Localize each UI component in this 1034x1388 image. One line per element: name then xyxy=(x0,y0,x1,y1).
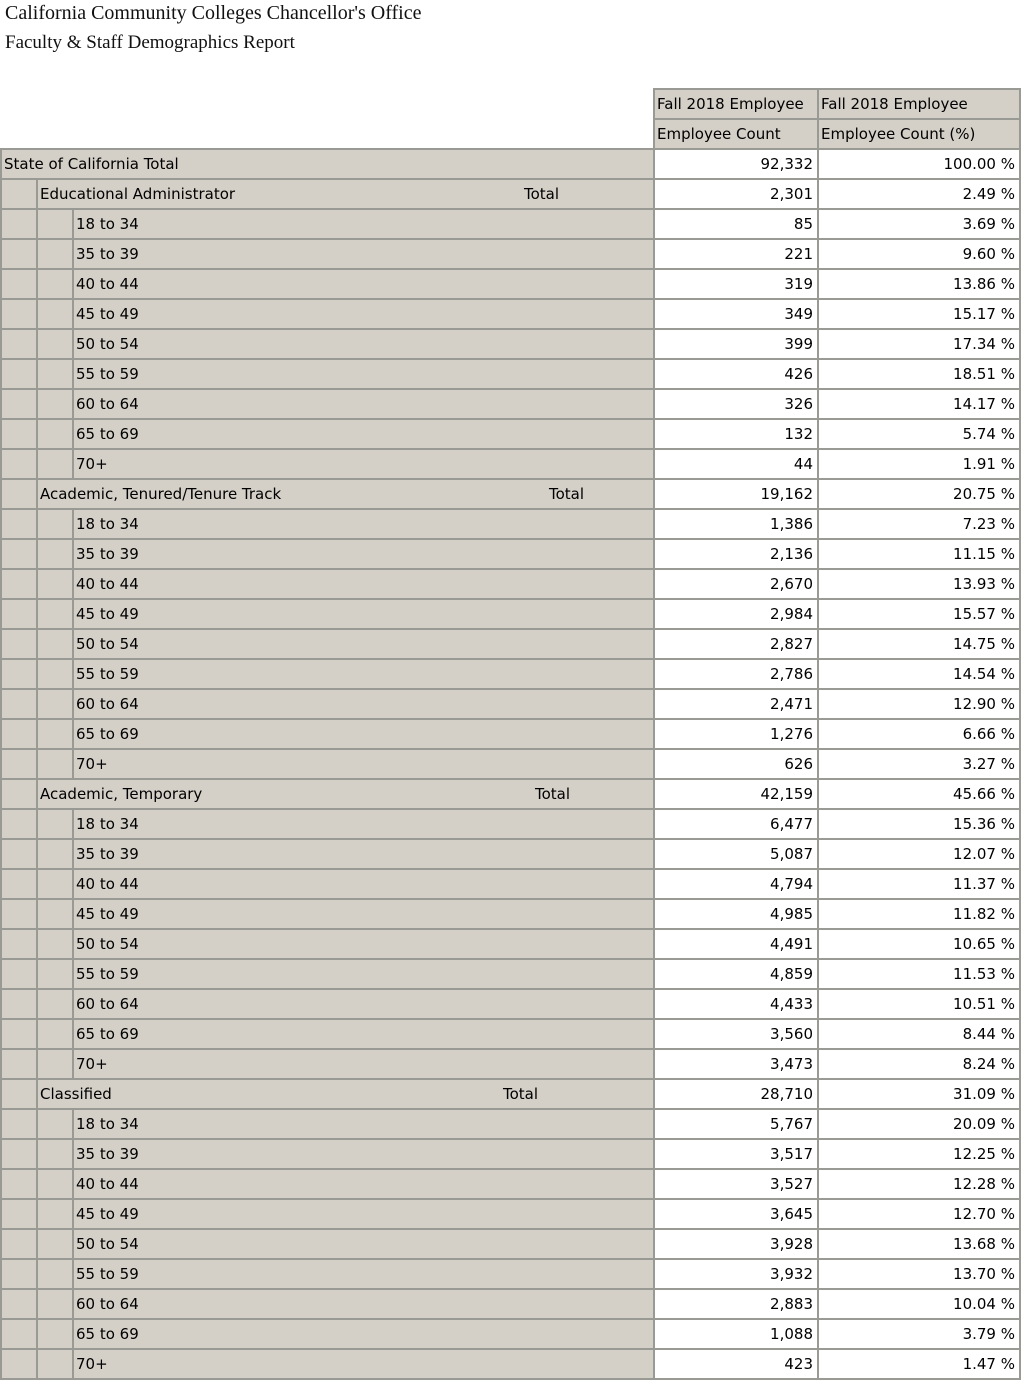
age-count: 132 xyxy=(654,419,818,449)
header-spacer xyxy=(1,89,654,119)
indent-cell xyxy=(37,539,73,569)
age-pct: 18.51 % xyxy=(818,359,1020,389)
age-pct: 12.07 % xyxy=(818,839,1020,869)
group-total-pct: 45.66 % xyxy=(818,779,1020,809)
age-pct: 17.34 % xyxy=(818,329,1020,359)
age-pct: 1.91 % xyxy=(818,449,1020,479)
age-count: 426 xyxy=(654,359,818,389)
age-range-label: 65 to 69 xyxy=(73,1019,654,1049)
indent-cell xyxy=(1,449,37,479)
group-label: Classified xyxy=(40,1085,112,1103)
indent-cell xyxy=(37,1049,73,1079)
age-count: 2,883 xyxy=(654,1289,818,1319)
age-count: 4,985 xyxy=(654,899,818,929)
indent-cell xyxy=(1,839,37,869)
age-range-label: 40 to 44 xyxy=(73,569,654,599)
age-range-label: 35 to 39 xyxy=(73,539,654,569)
age-range-label: 60 to 64 xyxy=(73,689,654,719)
age-row xyxy=(1,209,1020,239)
indent-cell xyxy=(1,569,37,599)
indent-cell xyxy=(1,419,37,449)
indent-cell xyxy=(1,1169,37,1199)
state-total-count: 92,332 xyxy=(654,149,818,179)
indent-cell xyxy=(37,299,73,329)
indent-cell xyxy=(37,659,73,689)
group-total-count: 28,710 xyxy=(654,1079,818,1109)
indent-cell xyxy=(1,779,37,809)
age-pct: 12.28 % xyxy=(818,1169,1020,1199)
age-row xyxy=(1,1109,1020,1139)
indent-cell xyxy=(37,359,73,389)
indent-cell xyxy=(37,509,73,539)
group-total-count: 19,162 xyxy=(654,479,818,509)
indent-cell xyxy=(37,869,73,899)
indent-cell xyxy=(1,749,37,779)
indent-cell xyxy=(1,1319,37,1349)
indent-cell xyxy=(1,539,37,569)
age-range-label: 55 to 59 xyxy=(73,1259,654,1289)
age-range-label: 70+ xyxy=(73,1049,654,1079)
report-org-title: California Community Colleges Chancellor's Office xyxy=(5,2,422,24)
header-row-2 xyxy=(1,119,1020,149)
group-label-cell xyxy=(37,179,654,209)
indent-cell xyxy=(37,1199,73,1229)
age-range-label: 55 to 59 xyxy=(73,359,654,389)
indent-cell xyxy=(1,869,37,899)
group-total-pct: 31.09 % xyxy=(818,1079,1020,1109)
age-row xyxy=(1,389,1020,419)
indent-cell xyxy=(1,899,37,929)
age-pct: 3.79 % xyxy=(818,1319,1020,1349)
age-range-label: 60 to 64 xyxy=(73,389,654,419)
group-total-label: Total xyxy=(549,485,585,503)
indent-cell xyxy=(37,959,73,989)
age-row xyxy=(1,299,1020,329)
age-row xyxy=(1,1139,1020,1169)
indent-cell xyxy=(37,839,73,869)
age-count: 3,473 xyxy=(654,1049,818,1079)
age-count: 3,527 xyxy=(654,1169,818,1199)
group-label-cell xyxy=(37,779,654,809)
age-count: 221 xyxy=(654,239,818,269)
group-label: Educational Administrator xyxy=(40,185,236,203)
indent-cell xyxy=(1,1049,37,1079)
indent-cell xyxy=(37,1169,73,1199)
age-pct: 13.68 % xyxy=(818,1229,1020,1259)
age-range-label: 50 to 54 xyxy=(73,929,654,959)
group-total-label: Total xyxy=(503,1085,539,1103)
age-count: 2,984 xyxy=(654,599,818,629)
indent-cell xyxy=(37,1139,73,1169)
indent-cell xyxy=(1,389,37,419)
report-title: Faculty & Staff Demographics Report xyxy=(5,32,295,53)
indent-cell xyxy=(1,479,37,509)
col-header-pct-line1: Fall 2018 Employee xyxy=(818,89,1020,119)
indent-cell xyxy=(37,989,73,1019)
group-total-label: Total xyxy=(535,785,571,803)
age-range-label: 45 to 49 xyxy=(73,299,654,329)
age-row xyxy=(1,749,1020,779)
age-count: 4,794 xyxy=(654,869,818,899)
age-count: 2,827 xyxy=(654,629,818,659)
age-row xyxy=(1,1229,1020,1259)
group-total-pct: 20.75 % xyxy=(818,479,1020,509)
indent-cell xyxy=(1,659,37,689)
age-pct: 12.25 % xyxy=(818,1139,1020,1169)
age-row xyxy=(1,1049,1020,1079)
indent-cell xyxy=(1,269,37,299)
age-count: 1,088 xyxy=(654,1319,818,1349)
age-count: 5,767 xyxy=(654,1109,818,1139)
age-row xyxy=(1,239,1020,269)
group-label: Academic, Temporary xyxy=(40,785,203,803)
indent-cell xyxy=(37,1289,73,1319)
age-row xyxy=(1,899,1020,929)
indent-cell xyxy=(1,959,37,989)
indent-cell xyxy=(1,989,37,1019)
age-count: 2,136 xyxy=(654,539,818,569)
group-total-row xyxy=(1,1079,1020,1109)
age-pct: 14.17 % xyxy=(818,389,1020,419)
indent-cell xyxy=(37,899,73,929)
group-total-count: 2,301 xyxy=(654,179,818,209)
age-count: 1,276 xyxy=(654,719,818,749)
age-row xyxy=(1,1019,1020,1049)
age-range-label: 65 to 69 xyxy=(73,719,654,749)
age-pct: 11.15 % xyxy=(818,539,1020,569)
age-count: 3,517 xyxy=(654,1139,818,1169)
age-count: 319 xyxy=(654,269,818,299)
age-range-label: 55 to 59 xyxy=(73,659,654,689)
indent-cell xyxy=(1,239,37,269)
indent-cell xyxy=(1,929,37,959)
age-row xyxy=(1,269,1020,299)
age-range-label: 60 to 64 xyxy=(73,989,654,1019)
indent-cell xyxy=(1,689,37,719)
indent-cell xyxy=(1,1199,37,1229)
age-pct: 7.23 % xyxy=(818,509,1020,539)
age-pct: 11.82 % xyxy=(818,899,1020,929)
age-pct: 9.60 % xyxy=(818,239,1020,269)
indent-cell xyxy=(37,599,73,629)
indent-cell xyxy=(1,599,37,629)
age-range-label: 55 to 59 xyxy=(73,959,654,989)
indent-cell xyxy=(37,1019,73,1049)
indent-cell xyxy=(1,1139,37,1169)
age-row xyxy=(1,1319,1020,1349)
indent-cell xyxy=(1,509,37,539)
age-pct: 8.24 % xyxy=(818,1049,1020,1079)
demographics-table xyxy=(0,88,1021,1380)
age-count: 44 xyxy=(654,449,818,479)
indent-cell xyxy=(37,569,73,599)
age-row xyxy=(1,1199,1020,1229)
indent-cell xyxy=(37,239,73,269)
indent-cell xyxy=(37,1229,73,1259)
age-range-label: 50 to 54 xyxy=(73,329,654,359)
age-count: 3,932 xyxy=(654,1259,818,1289)
age-row xyxy=(1,449,1020,479)
group-total-row xyxy=(1,479,1020,509)
group-total-label: Total xyxy=(524,185,560,203)
age-pct: 15.36 % xyxy=(818,809,1020,839)
age-row xyxy=(1,569,1020,599)
group-total-row xyxy=(1,179,1020,209)
indent-cell xyxy=(1,209,37,239)
age-count: 4,491 xyxy=(654,929,818,959)
age-range-label: 40 to 44 xyxy=(73,869,654,899)
indent-cell xyxy=(1,1079,37,1109)
age-row xyxy=(1,689,1020,719)
age-count: 399 xyxy=(654,329,818,359)
indent-cell xyxy=(37,269,73,299)
age-range-label: 70+ xyxy=(73,449,654,479)
age-row xyxy=(1,1169,1020,1199)
indent-cell xyxy=(37,329,73,359)
age-count: 626 xyxy=(654,749,818,779)
header-row-1 xyxy=(1,89,1020,119)
indent-cell xyxy=(1,329,37,359)
age-row xyxy=(1,719,1020,749)
age-range-label: 65 to 69 xyxy=(73,1319,654,1349)
age-range-label: 35 to 39 xyxy=(73,839,654,869)
age-pct: 10.65 % xyxy=(818,929,1020,959)
age-row xyxy=(1,1349,1020,1379)
group-total-pct: 2.49 % xyxy=(818,179,1020,209)
age-range-label: 18 to 34 xyxy=(73,209,654,239)
indent-cell xyxy=(1,1259,37,1289)
age-pct: 12.90 % xyxy=(818,689,1020,719)
age-row xyxy=(1,989,1020,1019)
age-count: 2,786 xyxy=(654,659,818,689)
age-range-label: 45 to 49 xyxy=(73,1199,654,1229)
group-label: Academic, Tenured/Tenure Track xyxy=(40,485,282,503)
age-range-label: 45 to 49 xyxy=(73,899,654,929)
age-pct: 6.66 % xyxy=(818,719,1020,749)
indent-cell xyxy=(37,1319,73,1349)
age-count: 423 xyxy=(654,1349,818,1379)
age-range-label: 50 to 54 xyxy=(73,629,654,659)
indent-cell xyxy=(37,929,73,959)
indent-cell xyxy=(37,209,73,239)
indent-cell xyxy=(37,1349,73,1379)
col-header-count-line1: Fall 2018 Employee xyxy=(654,89,818,119)
group-total-count: 42,159 xyxy=(654,779,818,809)
age-range-label: 70+ xyxy=(73,749,654,779)
age-range-label: 60 to 64 xyxy=(73,1289,654,1319)
age-row xyxy=(1,539,1020,569)
age-range-label: 35 to 39 xyxy=(73,1139,654,1169)
indent-cell xyxy=(1,1229,37,1259)
age-pct: 1.47 % xyxy=(818,1349,1020,1379)
age-range-label: 45 to 49 xyxy=(73,599,654,629)
age-count: 4,433 xyxy=(654,989,818,1019)
age-pct: 3.69 % xyxy=(818,209,1020,239)
age-pct: 12.70 % xyxy=(818,1199,1020,1229)
age-pct: 13.86 % xyxy=(818,269,1020,299)
age-pct: 10.51 % xyxy=(818,989,1020,1019)
age-count: 4,859 xyxy=(654,959,818,989)
demographics-table-body xyxy=(1,89,1020,1379)
state-total-label: State of California Total xyxy=(1,149,654,179)
state-total-row xyxy=(1,149,1020,179)
age-pct: 15.17 % xyxy=(818,299,1020,329)
age-pct: 3.27 % xyxy=(818,749,1020,779)
age-range-label: 18 to 34 xyxy=(73,809,654,839)
indent-cell xyxy=(1,359,37,389)
age-count: 349 xyxy=(654,299,818,329)
indent-cell xyxy=(37,449,73,479)
indent-cell xyxy=(37,719,73,749)
age-range-label: 18 to 34 xyxy=(73,1109,654,1139)
group-total-row xyxy=(1,779,1020,809)
age-row xyxy=(1,659,1020,689)
group-label-cell xyxy=(37,1079,654,1109)
age-pct: 10.04 % xyxy=(818,1289,1020,1319)
age-range-label: 65 to 69 xyxy=(73,419,654,449)
age-row xyxy=(1,929,1020,959)
state-total-pct: 100.00 % xyxy=(818,149,1020,179)
col-header-pct-line2: Employee Count (%) xyxy=(818,119,1020,149)
age-row xyxy=(1,359,1020,389)
indent-cell xyxy=(37,749,73,779)
age-row xyxy=(1,959,1020,989)
indent-cell xyxy=(37,809,73,839)
age-row xyxy=(1,1289,1020,1319)
age-pct: 11.37 % xyxy=(818,869,1020,899)
indent-cell xyxy=(1,1349,37,1379)
age-count: 1,386 xyxy=(654,509,818,539)
age-pct: 20.09 % xyxy=(818,1109,1020,1139)
age-pct: 5.74 % xyxy=(818,419,1020,449)
age-pct: 15.57 % xyxy=(818,599,1020,629)
age-pct: 8.44 % xyxy=(818,1019,1020,1049)
age-row xyxy=(1,629,1020,659)
indent-cell xyxy=(1,179,37,209)
age-row xyxy=(1,809,1020,839)
age-range-label: 40 to 44 xyxy=(73,269,654,299)
indent-cell xyxy=(1,1109,37,1139)
indent-cell xyxy=(1,1289,37,1319)
indent-cell xyxy=(1,1019,37,1049)
age-count: 3,560 xyxy=(654,1019,818,1049)
age-row xyxy=(1,419,1020,449)
age-count: 5,087 xyxy=(654,839,818,869)
indent-cell xyxy=(1,719,37,749)
age-count: 326 xyxy=(654,389,818,419)
age-pct: 11.53 % xyxy=(818,959,1020,989)
age-count: 3,645 xyxy=(654,1199,818,1229)
indent-cell xyxy=(1,629,37,659)
age-range-label: 35 to 39 xyxy=(73,239,654,269)
age-row xyxy=(1,599,1020,629)
age-pct: 14.75 % xyxy=(818,629,1020,659)
age-pct: 14.54 % xyxy=(818,659,1020,689)
age-row xyxy=(1,839,1020,869)
indent-cell xyxy=(37,389,73,419)
age-row xyxy=(1,1259,1020,1289)
age-range-label: 70+ xyxy=(73,1349,654,1379)
indent-cell xyxy=(37,419,73,449)
age-count: 2,471 xyxy=(654,689,818,719)
age-range-label: 50 to 54 xyxy=(73,1229,654,1259)
age-row xyxy=(1,329,1020,359)
age-count: 6,477 xyxy=(654,809,818,839)
age-row xyxy=(1,869,1020,899)
indent-cell xyxy=(37,629,73,659)
age-count: 85 xyxy=(654,209,818,239)
indent-cell xyxy=(37,1259,73,1289)
age-count: 2,670 xyxy=(654,569,818,599)
col-header-count-line2: Employee Count xyxy=(654,119,818,149)
age-range-label: 18 to 34 xyxy=(73,509,654,539)
age-pct: 13.70 % xyxy=(818,1259,1020,1289)
indent-cell xyxy=(37,1109,73,1139)
age-row xyxy=(1,509,1020,539)
indent-cell xyxy=(37,689,73,719)
header-spacer xyxy=(1,119,654,149)
age-pct: 13.93 % xyxy=(818,569,1020,599)
age-count: 3,928 xyxy=(654,1229,818,1259)
group-label-cell xyxy=(37,479,654,509)
indent-cell xyxy=(1,299,37,329)
indent-cell xyxy=(1,809,37,839)
age-range-label: 40 to 44 xyxy=(73,1169,654,1199)
